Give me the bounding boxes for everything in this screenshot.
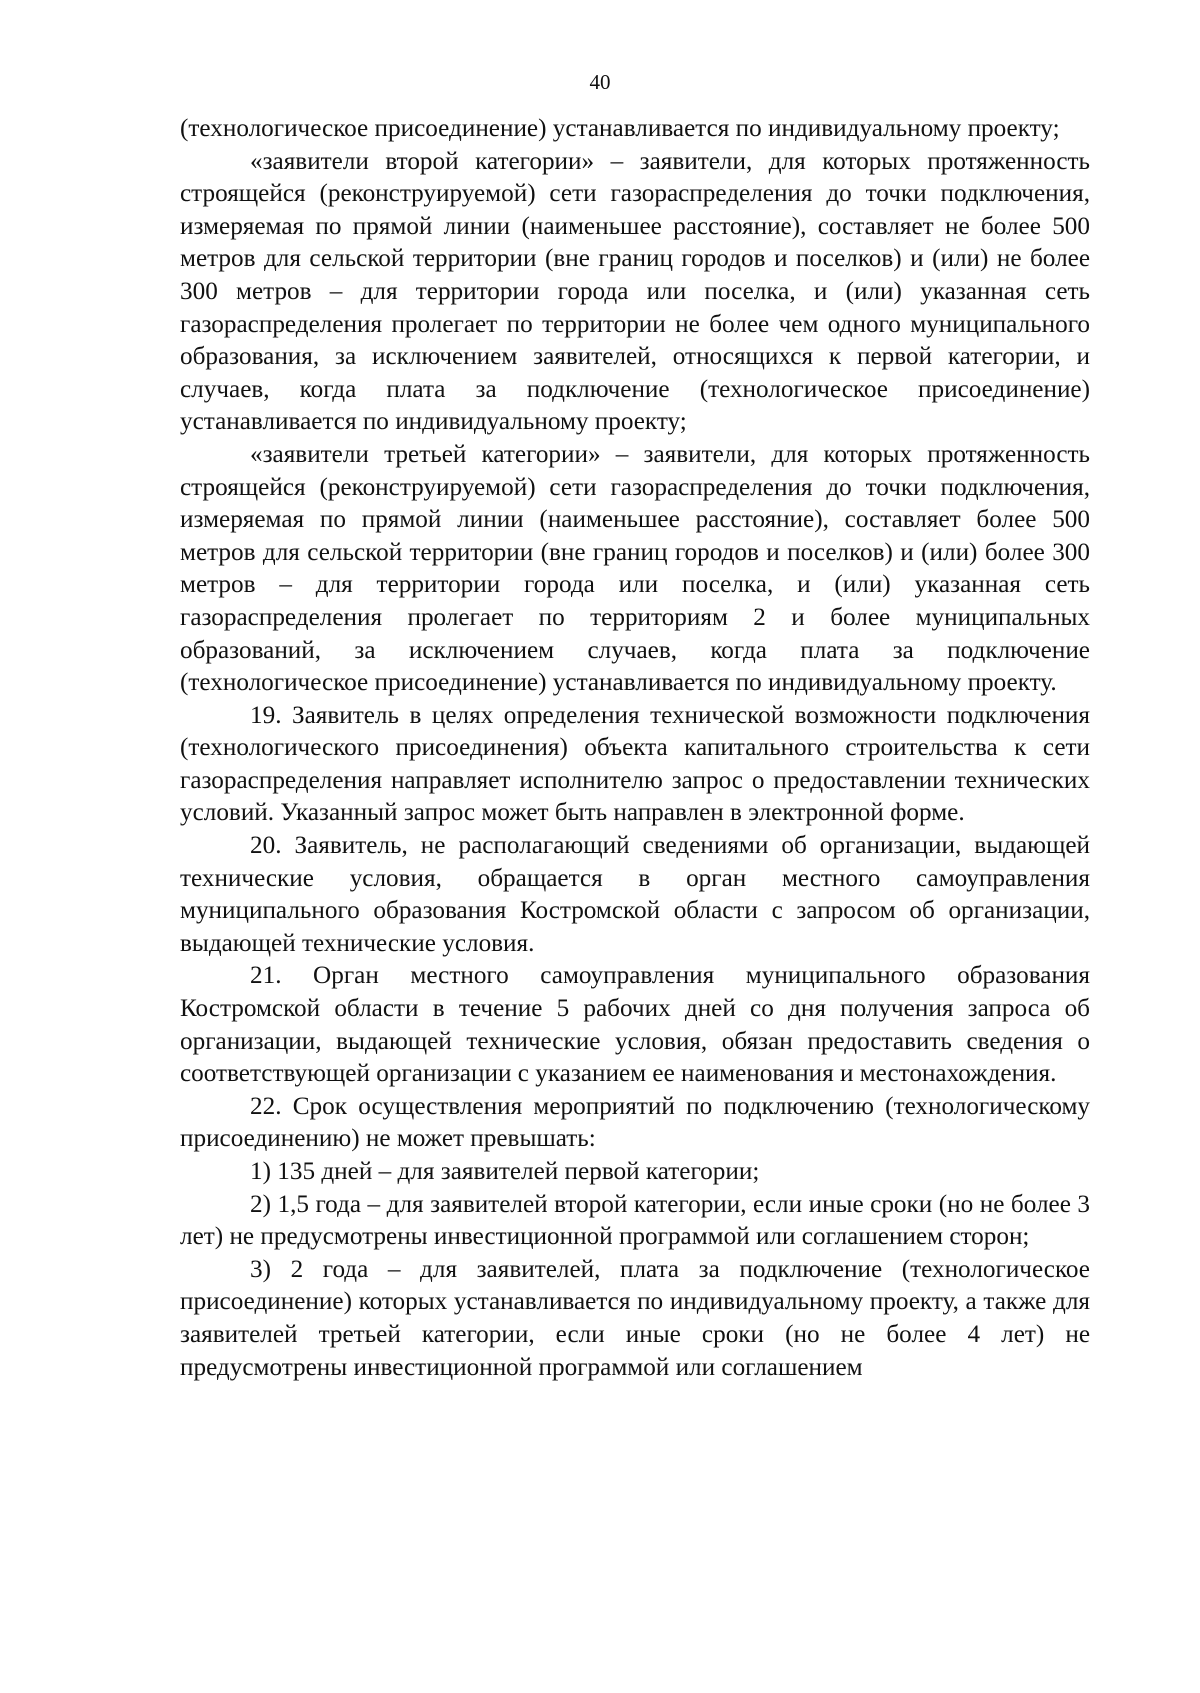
list-item-3: 3) 2 года – для заявителей, плата за подключение (технологическое присоединение) которых устанавливается по индивидуальному проекту, а также для заявителей третьей категории, если иные сроки (но не более 4 лет) не предусмотрены инвестиционной программой или соглашением [180,1255,1090,1381]
paragraph-20: 20. Заявитель, не располагающий сведениями об организации, выдающей технические условия, обращается в орган местного самоуправления муниципального образования Костромской области с запросом об организации, выдающей технические условия. [180,832,1090,957]
paragraph-22: 22. Срок осуществления мероприятий по подключению (технологическому присоединению) не может превышать: [180,1092,1090,1153]
document-body [180,113,1090,1384]
paragraph-second-category: «заявители второй категории» – заявители, для которых протяженность строящейся (реконструируемой) сети газораспределения до точки подключения, измеряемая по прямой линии (наименьшее расстояние), составляет не более 500 метров для сельской территории (вне границ городов и поселков) и (или) не более 300 метров – для территории города или поселка, и (или) указанная сеть газораспределения пролегает по территории не более чем одного муниципального образования, за исключением заявителей, относящихся к первой категории, и случаев, когда плата за подключение (технологическое присоединение) устанавливается по индивидуальному проекту; [180,147,1090,436]
paragraph-21: 21. Орган местного самоуправления муниципального образования Костромской области в течение 5 рабочих дней со дня получения запроса об организации, выдающей технические условия, обязан предоставить сведения о соответствующей организации с указанием ее наименования и местонахождения. [180,962,1090,1088]
list-item-1: 1) 135 дней – для заявителей первой категории; [250,1158,760,1185]
page-number: 40 [589,70,611,94]
paragraph-continuation: (технологическое присоединение) устанавливается по индивидуальному проекту; [180,115,1060,142]
list-item-2: 2) 1,5 года – для заявителей второй категории, если иные сроки (но не более 3 лет) не предусмотрены инвестиционной программой или соглашением сторон; [180,1190,1090,1251]
paragraph-19: 19. Заявитель в целях определения технической возможности подключения (технологического присоединения) объекта капитального строительства к сети газораспределения направляет исполнителю запрос о предоставлении технических условий. Указанный запрос может быть направлен в электронной форме. [180,701,1090,827]
paragraph-third-category: «заявители третьей категории» – заявители, для которых протяженность строящейся (реконструируемой) сети газораспределения до точки подключения, измеряемая по прямой линии (наименьшее расстояние), составляет более 500 метров для сельской территории (вне границ городов и поселков) и (или) более 300 метров – для территории города или поселка, и (или) указанная сеть газораспределения пролегает по территориям 2 и более муниципальных образований, за исключением случаев, когда плата за подключение (технологическое присоединение) устанавливается по индивидуальному проекту. [180,440,1090,697]
